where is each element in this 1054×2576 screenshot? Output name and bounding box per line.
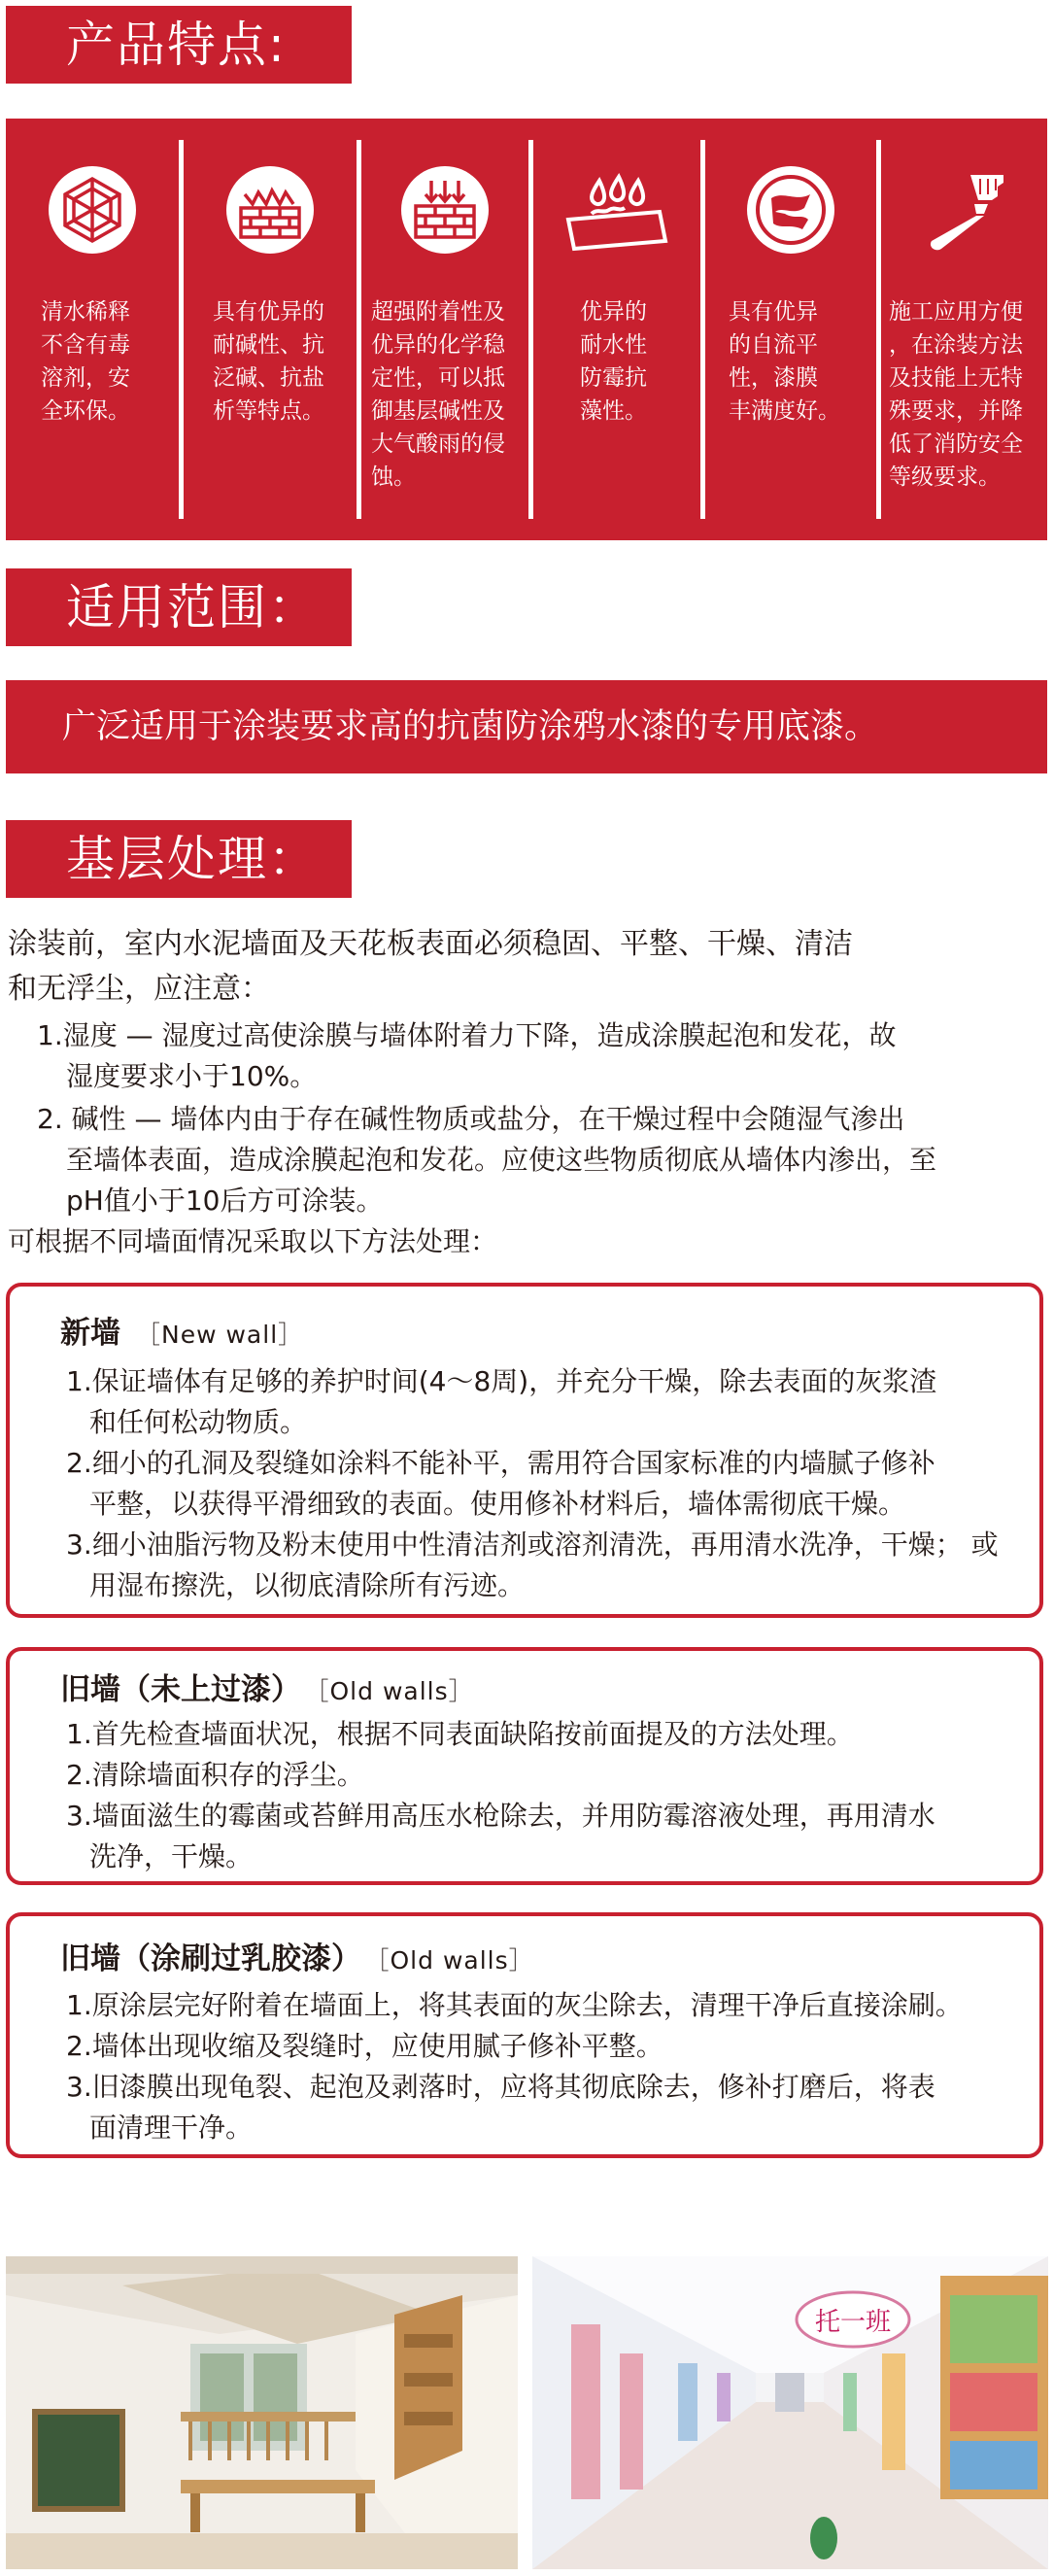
box-line: 2.清除墙面积存的浮尘。 — [66, 1759, 364, 1791]
feature-line: 超强附着性及 — [371, 299, 505, 325]
box-line: 洗净，干燥。 — [89, 1840, 254, 1872]
feature-line: 等级要求。 — [889, 464, 1001, 490]
old-wall-latex-box — [6, 1912, 1043, 2158]
box-heading — [60, 1665, 474, 1708]
class-sign: 托一班 — [814, 2308, 892, 2337]
feature-line: 优异的 — [580, 299, 647, 325]
alkalinity-item: pH值小于10后方可涂装。 — [66, 1185, 384, 1217]
feature-line: 清水稀释 — [41, 299, 130, 325]
box-line: 1.原涂层完好附着在墙面上，将其表面的灰尘除去，清理干净后直接涂刷。 — [66, 1989, 963, 2021]
corridor-photo — [532, 2256, 1048, 2569]
box-title: 新墙 — [60, 1316, 120, 1351]
feature-line: 大气酸雨的侵 — [371, 431, 505, 457]
box-title-en: ［Old walls］ — [317, 1677, 474, 1705]
base-section-title: 基层处理： — [6, 820, 352, 898]
feature-line: 施工应用方便 — [889, 299, 1023, 325]
feature-line: 具有优异的 — [213, 299, 324, 325]
scope-banner: 广泛适用于涂装要求高的抗菌防涂鸦水漆的专用底漆。 — [6, 680, 1047, 773]
hexagon-knot-icon — [48, 165, 137, 255]
box-line: 1.首先检查墙面状况，根据不同表面缺陷按前面提及的方法处理。 — [66, 1718, 854, 1750]
feature-line: 定性，可以抵 — [371, 365, 505, 391]
feature-item — [881, 140, 1047, 519]
box-line: 3.旧漆膜出现龟裂、起泡及剥落时，应将其彻底除去，修补打磨后，将表 — [66, 2071, 935, 2103]
feature-line: 丰满度好。 — [729, 398, 840, 424]
box-line: 用湿布擦洗，以彻底清除所有污迹。 — [89, 1569, 526, 1601]
classroom-photo-drawing — [6, 2256, 518, 2569]
classroom-photo — [6, 2256, 518, 2569]
corridor-photo-drawing — [532, 2256, 1048, 2569]
box-line: 平整，以获得平滑细致的表面。使用修补材料后，墙体需彻底干燥。 — [89, 1488, 906, 1520]
new-wall-box — [6, 1283, 1043, 1618]
feature-line: 优异的化学稳 — [371, 332, 505, 358]
box-title-en: ［Old walls］ — [377, 1946, 534, 1975]
flow-wave-icon — [746, 165, 835, 255]
box-heading — [60, 1934, 534, 1977]
features-panel — [6, 119, 1047, 540]
base-intro-line: 涂装前，室内水泥墙面及天花板表面必须稳固、平整、干燥、清洁 — [8, 927, 853, 961]
water-drops-icon — [559, 165, 675, 255]
box-line: 和任何松动物质。 — [89, 1406, 308, 1438]
box-line: 2.墙体出现收缩及裂缝时，应使用腻子修补平整。 — [66, 2030, 663, 2062]
box-line: 1.保证墙体有足够的养护时间(4～8周)，并充分干燥，除去表面的灰浆渣 — [66, 1365, 937, 1397]
old-wall-unpainted-box — [6, 1647, 1043, 1885]
alkalinity-item: 2. 碱性 — 墙体内由于存在碱性物质或盐分，在干燥过程中会随湿气渗出 — [37, 1103, 905, 1135]
feature-line: 不含有毒 — [41, 332, 130, 358]
box-line: 3.细小油脂污物及粉末使用中性清洁剂或溶剂清洗，再用清水洗净，干燥； 或 — [66, 1528, 999, 1561]
feature-line: 的自流平 — [729, 332, 818, 358]
feature-line: 殊要求，并降 — [889, 398, 1023, 424]
feature-line: 藻性。 — [580, 398, 647, 424]
feature-item — [705, 140, 876, 519]
feature-line: 耐水性 — [580, 332, 647, 358]
box-title: 旧墙（未上过漆） — [60, 1672, 301, 1707]
feature-line: 具有优异 — [729, 299, 818, 325]
box-heading — [60, 1308, 303, 1352]
feature-line: 防霉抗 — [580, 365, 647, 391]
feature-line: 泛碱、抗盐 — [213, 365, 324, 391]
feature-line: 耐碱性、抗 — [213, 332, 324, 358]
feature-line: 性，漆膜 — [729, 365, 818, 391]
feature-line: 蚀。 — [371, 464, 416, 490]
box-line: 面清理干净。 — [89, 2112, 254, 2144]
base-closing-line: 可根据不同墙面情况采取以下方法处理： — [8, 1225, 498, 1257]
feature-item — [184, 140, 357, 519]
box-title: 旧墙（涂刷过乳胶漆） — [60, 1941, 361, 1976]
box-line: 3.墙面滋生的霉菌或苔鲜用高压水枪除去，并用防霉溶液处理，再用清水 — [66, 1800, 935, 1832]
humidity-item: 湿度要求小于10%。 — [66, 1060, 318, 1092]
feature-line: 溶剂，安 — [41, 365, 130, 391]
feature-line: 低了消防安全 — [889, 431, 1023, 457]
box-title-en: ［New wall］ — [136, 1321, 304, 1349]
scope-section-title: 适用范围： — [6, 568, 352, 646]
features-section-title: 产品特点: — [6, 6, 352, 84]
alkalinity-item: 至墙体表面，造成涂膜起泡和发花。应使这些物质彻底从墙体内渗出，至 — [66, 1144, 937, 1176]
feature-line: 及技能上无特 — [889, 365, 1023, 391]
feature-line: 析等特点。 — [213, 398, 324, 424]
feature-line: 御基层碱性及 — [371, 398, 505, 424]
feature-item — [533, 140, 700, 519]
feature-line: 全环保。 — [41, 398, 130, 424]
feature-line: ，在涂装方法 — [889, 332, 1023, 358]
base-intro-line: 和无浮尘，应注意： — [8, 972, 270, 1006]
wall-arrows-icon — [400, 165, 490, 255]
feature-item — [361, 140, 528, 519]
box-line: 2.细小的孔洞及裂缝如涂料不能补平，需用符合国家标准的内墙腻子修补 — [66, 1447, 935, 1479]
paint-brush-icon — [920, 165, 1009, 255]
wall-crack-icon — [225, 165, 315, 255]
humidity-item: 1.湿度 — 湿度过高使涂膜与墙体附着力下降，造成涂膜起泡和发花，故 — [37, 1019, 897, 1051]
feature-item — [6, 140, 179, 519]
